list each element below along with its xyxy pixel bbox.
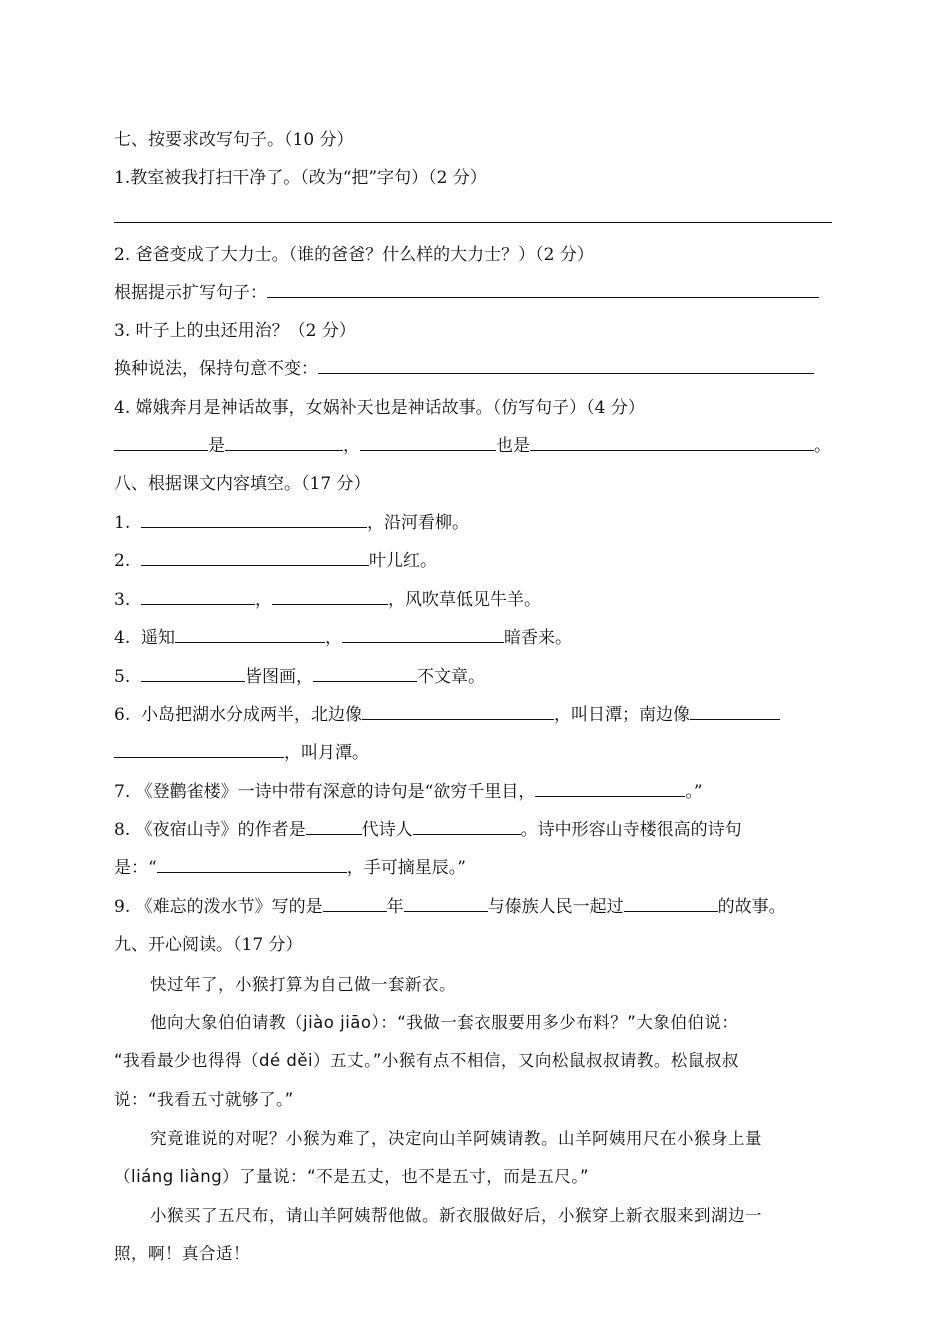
- item-number: 5.: [114, 667, 131, 687]
- fill-item-3: [114, 589, 541, 611]
- text-fragment: ，: [255, 590, 273, 610]
- question-7-3: 3. 叶子上的虫还用治？（2 分）: [114, 321, 356, 341]
- answer-blank-8-8-a[interactable]: [306, 819, 362, 835]
- fill-item-5: [114, 666, 485, 688]
- answer-blank-8-3-a[interactable]: [141, 589, 255, 605]
- text-fragment: 9. 《难忘的泼水节》写的是: [114, 897, 323, 917]
- text-fragment: 。”: [685, 782, 703, 802]
- section-8-title: 八、根据课文内容填空。（17 分）: [114, 474, 371, 494]
- reading-paragraph-2-line-1: 他向大象伯伯请教（jiào jiāo）：“我做一套衣服要用多少布料？”大象伯伯说：: [150, 1013, 739, 1032]
- answer-blank-8-9-c[interactable]: [624, 896, 718, 912]
- fill-item-8-cont: [114, 857, 466, 879]
- reading-paragraph-3-line-1: 究竟谁说的对呢？小猴为难了，决定向山羊阿姨请教。山羊阿姨用尺在小猴身上量: [150, 1129, 762, 1148]
- item-number: 1.: [114, 513, 131, 533]
- question-7-1: 1.教室被我打扫干净了。（改为“把”字句）（2 分）: [114, 168, 487, 188]
- text-fragment: 不文章。: [417, 667, 486, 687]
- answer-blank-8-6-c[interactable]: [114, 742, 284, 758]
- answer-line-7-1[interactable]: [114, 222, 832, 223]
- question-7-4-answer-row: [114, 435, 831, 457]
- question-7-3-prompt: 换种说法，保持句意不变：: [114, 359, 318, 379]
- fill-item-6-cont: [114, 742, 369, 764]
- fill-item-6: [114, 704, 780, 726]
- item-number: 4.: [114, 628, 131, 648]
- answer-blank-7-2[interactable]: [267, 282, 819, 298]
- reading-paragraph-4-line-2: 照，啊！真合适！: [114, 1244, 250, 1263]
- text-fragment: 代诗人: [361, 820, 413, 840]
- text-fragment: 7. 《登鹳雀楼》一诗中带有深意的诗句是“欲穷千里目，: [114, 782, 536, 802]
- text-fragment: 叶儿红。: [369, 551, 438, 571]
- answer-blank-8-3-b[interactable]: [272, 589, 388, 605]
- answer-blank-8-9-a[interactable]: [323, 896, 387, 912]
- answer-blank-7-4-a[interactable]: [114, 435, 208, 451]
- reading-paragraph-2-line-2: “我看最少也得得（dé děi）五丈。”小猴有点不相信，又向松鼠叔叔请教。松鼠叔叔: [114, 1051, 739, 1070]
- text-fragment: 与傣族人民一起过: [487, 897, 624, 917]
- answer-blank-8-9-b[interactable]: [404, 896, 488, 912]
- reading-paragraph-2-line-3: 说：“我看五寸就够了。”: [114, 1090, 294, 1109]
- answer-blank-8-6-a[interactable]: [362, 704, 554, 720]
- answer-blank-8-5-b[interactable]: [313, 666, 417, 682]
- answer-blank-8-6-b[interactable]: [690, 704, 780, 720]
- text-fragment: 是：“: [114, 858, 157, 878]
- question-7-2-answer-row: [114, 282, 819, 304]
- item-number: 2.: [114, 551, 131, 571]
- fill-item-1: [114, 512, 469, 534]
- fill-item-2: [114, 550, 437, 572]
- text-fragment: ，: [325, 628, 343, 648]
- question-7-3-answer-row: [114, 358, 814, 380]
- answer-blank-8-4-b[interactable]: [342, 627, 504, 643]
- answer-blank-8-2[interactable]: [141, 550, 369, 566]
- answer-blank-8-8-c[interactable]: [157, 857, 347, 873]
- section-9-title: 九、开心阅读。（17 分）: [114, 935, 303, 955]
- fill-item-7: [114, 781, 703, 803]
- item-number: 3.: [114, 590, 131, 610]
- reading-paragraph-1: 快过年了，小猴打算为自己做一套新衣。: [150, 975, 456, 994]
- fill-item-4: [114, 627, 572, 649]
- text-fragment: 。诗中形容山寺楼很高的诗句: [520, 820, 742, 840]
- answer-blank-8-8-b[interactable]: [413, 819, 521, 835]
- text-fragment: 遥知: [141, 628, 176, 648]
- reading-paragraph-4-line-1: 小猴买了五尺布，请山羊阿姨帮他做。新衣服做好后，小猴穿上新衣服来到湖边一: [150, 1206, 762, 1225]
- item-number: 6.: [114, 705, 131, 725]
- answer-blank-7-4-d[interactable]: [530, 435, 814, 451]
- text-fragment: 是: [208, 436, 225, 456]
- text-fragment: ，手可摘星辰。”: [346, 858, 466, 878]
- answer-blank-8-4-a[interactable]: [175, 627, 325, 643]
- answer-blank-8-5-a[interactable]: [141, 666, 245, 682]
- question-7-2-prompt: 根据提示扩写句子：: [114, 283, 267, 303]
- fill-item-8: [114, 819, 742, 841]
- text-fragment: ，叫日潭；南边像: [554, 705, 691, 725]
- text-fragment: ，风吹草低见牛羊。: [388, 590, 542, 610]
- text-fragment: 。: [814, 436, 831, 456]
- answer-blank-7-4-b[interactable]: [225, 435, 343, 451]
- question-7-4: 4. 嫦娥奔月是神话故事，女娲补天也是神话故事。（仿写句子）（4 分）: [114, 398, 645, 418]
- text-fragment: 皆图画，: [245, 667, 314, 687]
- text-fragment: 年: [386, 897, 404, 917]
- text-fragment: 小岛把湖水分成两半，北边像: [141, 705, 363, 725]
- text-fragment: 的故事。: [717, 897, 786, 917]
- text-fragment: 也是: [496, 436, 530, 456]
- text-fragment: ，叫月潭。: [284, 743, 369, 763]
- question-7-2: 2. 爸爸变成了大力士。（谁的爸爸？什么样的大力士？）（2 分）: [114, 245, 594, 265]
- answer-blank-7-3[interactable]: [318, 358, 814, 374]
- answer-blank-8-1[interactable]: [141, 512, 367, 528]
- text-fragment: 8. 《夜宿山寺》的作者是: [114, 820, 306, 840]
- text-fragment: ，: [343, 436, 360, 456]
- text-fragment: ，沿河看柳。: [367, 513, 470, 533]
- fill-item-9: [114, 896, 786, 918]
- reading-paragraph-3-line-2: （liáng liàng）了量说：“不是五丈，也不是五寸，而是五尺。”: [114, 1167, 590, 1186]
- section-7-title: 七、按要求改写句子。（10 分）: [114, 130, 354, 150]
- text-fragment: 暗香来。: [504, 628, 573, 648]
- answer-blank-7-4-c[interactable]: [360, 435, 496, 451]
- answer-blank-8-7[interactable]: [535, 781, 685, 797]
